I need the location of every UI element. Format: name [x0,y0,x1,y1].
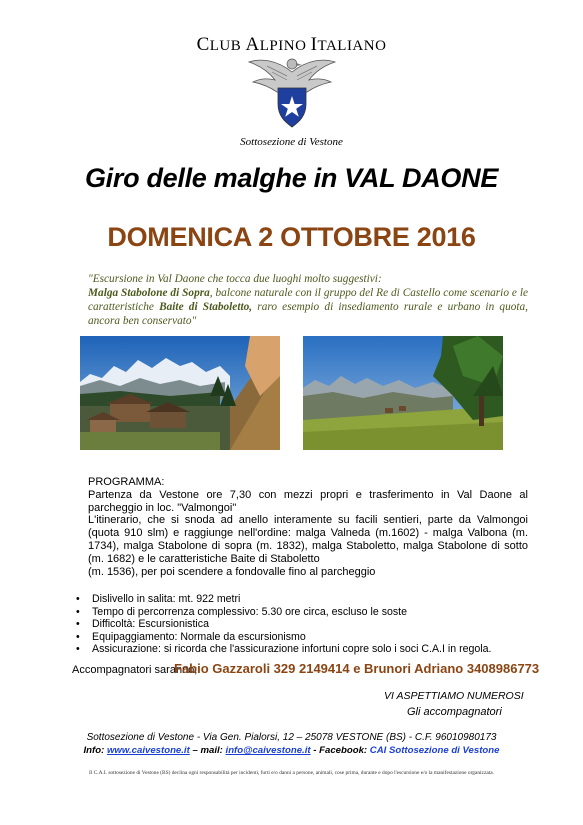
event-date: DOMENICA 2 OTTOBRE 2016 [107,222,476,252]
organization-name: CLUB ALPINO ITALIANO [196,34,387,55]
website-link[interactable]: www.caivestone.it [106,745,190,756]
program-paragraph: (m. 1536), per poi scendere a fondovalle fino al parcheggio [88,565,376,578]
cai-eagle-logo [247,52,337,130]
section-name: Sottosezione di Vestone [240,136,343,148]
list-item: • Difficoltà: Escursionistica [76,618,546,631]
guides-label: Accompagnatori saranno; [72,664,198,676]
signature-line: Gli accompagnatori [407,706,502,718]
program-section [88,476,528,578]
place-name: Malga Stabolone di Sopra [88,287,210,299]
guides-names: Fabio Gazzaroli 329 2149414 e Brunori Adriano 3408986773 [174,661,540,676]
program-heading: PROGRAMMA: [88,476,165,488]
list-item: • Equipaggiamento: Normale da escursionismo [76,631,546,644]
intro-quote: "Escursione in Val Daone che tocca due luoghi molto suggestivi: Malga Stabolone di Sopra, balcone naturale con il gruppo del Re di Castello come scenario e le caratteristiche Baite di Staboletto, raro esempio di insediamento rurale e urbano in quota, ancora ben conservato" [88,273,528,327]
list-item: • Dislivello in salita: mt. 922 metri [76,593,546,606]
place-name: Baite di Staboletto, [159,301,253,313]
program-paragraph: Partenza da Vestone ore 7,30 con mezzi propri e trasferimento in Val Daone al parcheggio in loc. "Valmongoi" [88,488,528,514]
program-paragraph: L'itinerario, che si snoda ad anello interamente su facili sentieri, parte da Valmongoi (quota 910 slm) e raggiunge nell'ordine: malga Valneda (m.1602) - malga Valbona (m. 1734), malga Stabolone di sopra (m. 1832), malga Staboletto, malga Stabolone di sotto (m. 1682) e le caratteristiche Baite di Staboletto [88,514,528,565]
facebook-link[interactable]: CAI Sottosezione di Vestone [369,745,500,756]
details-list [76,593,546,656]
disclaimer: Il C.A.I. sottosezione di Vestone (BS) declina ogni responsabilità per incidenti, furti e/o danni a persone, animali, cose prima, durante e dopo l'escursione e/o la manifestazione organizzata. [89,770,494,776]
list-item: • Assicurazione: si ricorda che l'assicurazione infortuni copre solo i soci C.A.I in regola. [76,643,546,656]
footer-address: Sottosezione di Vestone - Via Gen. Pialorsi, 12 – 25078 VESTONE (BS) - C.F. 96010980173 [86,732,497,743]
list-item: • Tempo di percorrenza complessivo: 5.30 ore circa, escluso le soste [76,606,546,619]
footer-contacts: Info: www.caivestone.it – mail: info@caivestone.it - Facebook: CAI Sottosezione di Vestone [83,745,500,756]
event-title: Giro delle malghe in VAL DAONE [84,163,499,193]
closing-line: VI ASPETTIAMO NUMEROSI [384,690,524,702]
photo-malga-stabolone [80,336,280,450]
email-link[interactable]: info@caivestone.it [225,745,311,756]
photo-baite-staboletto [303,336,503,450]
